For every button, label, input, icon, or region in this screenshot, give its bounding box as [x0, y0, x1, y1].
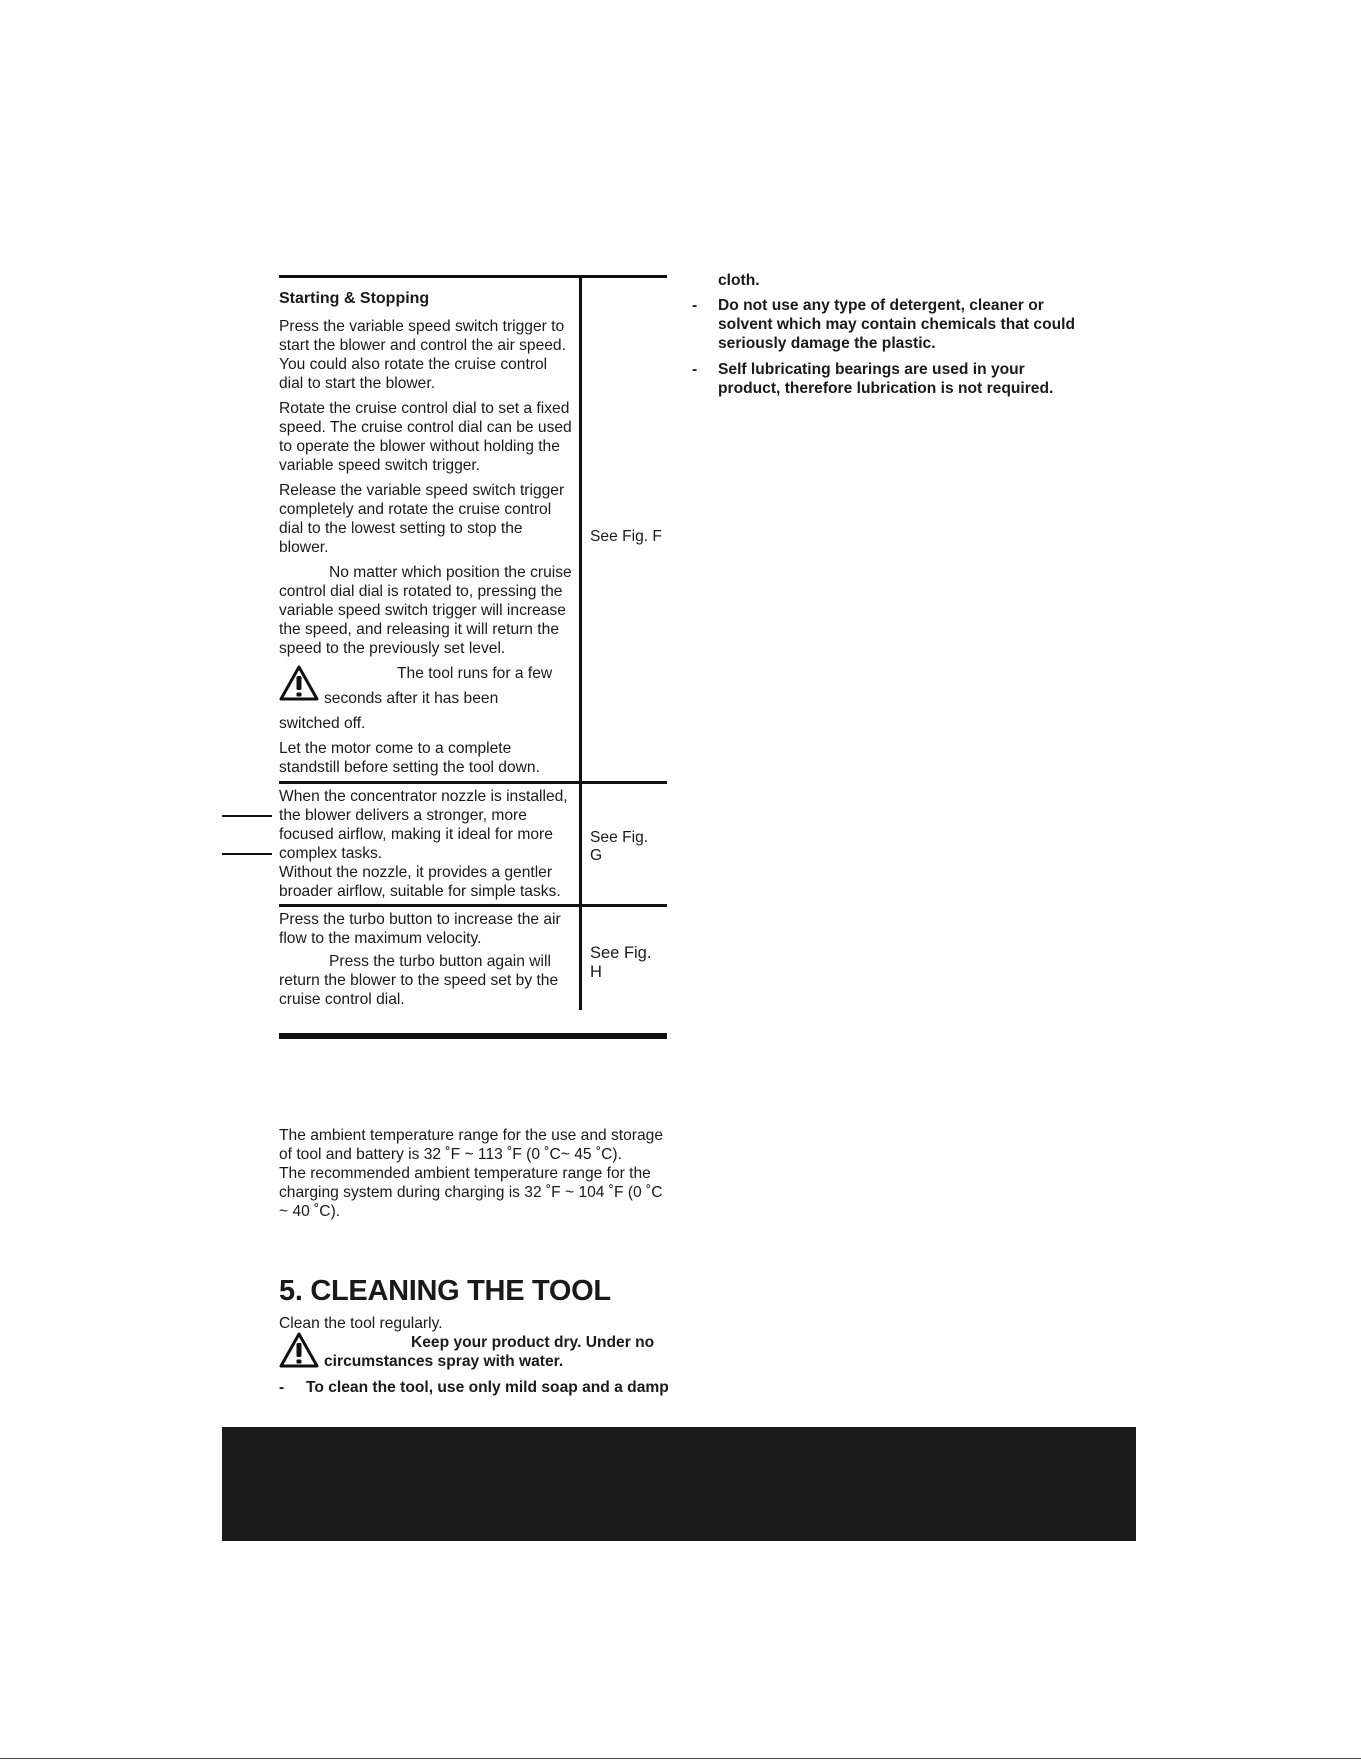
section-title: 5. CLEANING THE TOOL [279, 1275, 611, 1307]
paragraph: Press the variable speed switch trigger to start the blower and control the air speed. You could also rotate the cruise control dial to start the blower. [279, 318, 566, 392]
list-item-text: Self lubricating bearings are used in your product, therefore lubrication is not required. [718, 361, 1054, 397]
list-item [692, 360, 1082, 398]
table-row [279, 907, 667, 1010]
paragraph: Let the motor come to a complete standstill before setting the tool down. [279, 740, 540, 776]
paragraph: Clean the tool regularly. [279, 1315, 443, 1332]
warning-text: The tool runs for a few [397, 665, 553, 682]
bullet-dash: - [279, 1379, 285, 1396]
list-item [279, 1378, 669, 1397]
table-row [279, 275, 667, 781]
warning-block [279, 664, 572, 733]
margin-rule [222, 815, 272, 817]
figure-reference-letter: H [590, 963, 602, 981]
figure-reference-letter: G [590, 847, 603, 864]
paragraph: The recommended ambient temperature range for the charging system during charging is 32 ˚F ~ 104 ˚F (0 ˚C ~ 40 ˚C). [279, 1165, 663, 1220]
note-paragraph: Press the turbo button again will return the blower to the speed set by the cruise control dial. [279, 953, 559, 1008]
table-row [279, 784, 667, 904]
figure-reference: See Fig. F [590, 528, 662, 545]
paragraph: Rotate the cruise control dial to set a fixed speed. The cruise control dial can be used to operate the blower without holding the variable speed switch trigger. [279, 400, 572, 474]
warning-icon [279, 665, 319, 701]
page-bottom-line [0, 1758, 1361, 1759]
warning-text: Keep your product dry. Under no [411, 1334, 655, 1351]
bullet-dash: - [692, 297, 698, 314]
paragraph: Release the variable speed switch trigger completely and rotate the cruise control dial to the lowest setting to stop the blower. [279, 482, 565, 556]
margin-rule [222, 853, 272, 855]
paragraph: Without the nozzle, it provides a gentler broader airflow, suitable for simple tasks. [279, 864, 561, 900]
figure-reference-label: See Fig. [590, 944, 652, 962]
section-heading: Starting & Stopping [279, 290, 430, 307]
figure-reference-label: See Fig. [590, 829, 649, 846]
column-divider [579, 784, 582, 904]
column-divider [579, 907, 582, 1010]
warning-text: circumstances spray with water. [324, 1353, 564, 1370]
right-column [692, 271, 1082, 405]
instruction-table [279, 275, 667, 1010]
figure-reference [590, 944, 651, 982]
warning-icon [279, 1332, 319, 1368]
paragraph: The ambient temperature range for the use and storage of tool and battery is 32 ˚F ~ 113 ˚F (0 ˚C~ 45 ˚C). [279, 1127, 664, 1163]
table-bottom-rule [279, 1033, 667, 1039]
warning-text: switched off. [279, 715, 366, 732]
list-item-text: Do not use any type of detergent, cleaner or solvent which may contain chemicals that could seriously damage the plastic. [718, 297, 1076, 352]
warning-block [279, 1331, 679, 1373]
bullet-dash: - [692, 361, 698, 378]
paragraph: When the concentrator nozzle is installed, the blower delivers a stronger, more focused airflow, making it ideal for more complex tasks. [279, 788, 568, 862]
paragraph: Press the turbo button to increase the air flow to the maximum velocity. [279, 911, 561, 947]
warning-text: seconds after it has been [324, 690, 499, 707]
figure-reference [590, 829, 648, 865]
note-paragraph: No matter which position the cruise control dial dial is rotated to, pressing the variable speed switch trigger will increase the speed, and releasing it will return the speed to the previously set level. [279, 564, 572, 657]
footer-band [222, 1427, 1136, 1541]
list-item-text: To clean the tool, use only mild soap and a damp [306, 1379, 669, 1396]
continuation-text: cloth. [718, 272, 760, 289]
list-item [692, 296, 1082, 353]
column-divider [579, 275, 582, 781]
ambient-temperature-text [279, 1126, 669, 1221]
